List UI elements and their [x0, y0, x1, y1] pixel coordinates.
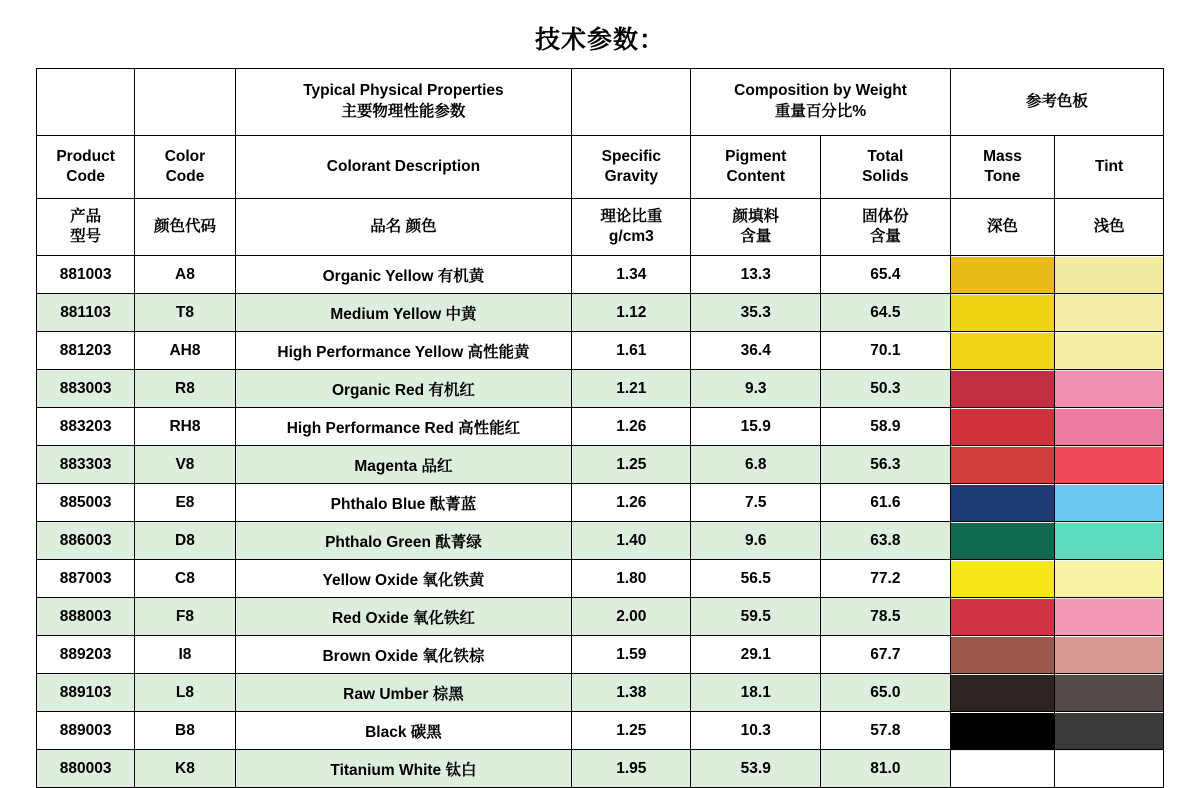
cell-specific-gravity: 2.00 [572, 598, 691, 636]
header-specific-gravity-cn-line2: g/cm3 [608, 228, 654, 245]
header-physical-properties-cn: 主要物理性能参数 [341, 103, 466, 120]
cell-specific-gravity: 1.59 [572, 636, 691, 674]
cell-color-code: D8 [135, 522, 235, 560]
cell-pigment-content: 59.5 [691, 598, 821, 636]
cell-description: Phthalo Blue 酞菁蓝 [235, 484, 572, 522]
cell-description: Medium Yellow 中黄 [235, 294, 572, 332]
mass-tone-color-swatch [951, 599, 1055, 635]
table-row [37, 674, 1164, 712]
cell-pigment-content: 6.8 [691, 446, 821, 484]
tint-color-swatch [1055, 561, 1163, 597]
mass-tone-color-swatch [951, 295, 1055, 331]
header-specific-gravity-en-line1: Specific [601, 147, 662, 165]
cell-mass-tone-swatch [950, 674, 1055, 712]
cell-color-code: T8 [135, 294, 235, 332]
cell-product-code: 889203 [37, 636, 135, 674]
table-row [37, 712, 1164, 750]
cell-color-code: B8 [135, 712, 235, 750]
cell-specific-gravity: 1.21 [572, 370, 691, 408]
header-row-groups [37, 69, 1164, 136]
table-row [37, 370, 1164, 408]
cell-specific-gravity: 1.26 [572, 484, 691, 522]
cell-pigment-content: 13.3 [691, 256, 821, 294]
cell-product-code: 887003 [37, 560, 135, 598]
table-row [37, 636, 1164, 674]
cell-total-solids: 65.4 [821, 256, 951, 294]
header-blank-2 [135, 69, 235, 136]
cell-mass-tone-swatch [950, 370, 1055, 408]
mass-tone-color-swatch [951, 485, 1055, 521]
header-total-solids-en-line2: Solids [862, 168, 909, 185]
cell-color-code: V8 [135, 446, 235, 484]
tint-color-swatch [1055, 333, 1163, 369]
cell-product-code: 881203 [37, 332, 135, 370]
mass-tone-color-swatch [951, 409, 1055, 445]
cell-color-code: R8 [135, 370, 235, 408]
header-color-code-cn: 颜色代码 [135, 199, 235, 256]
cell-tint-swatch [1055, 560, 1164, 598]
header-blank-3 [572, 69, 691, 136]
cell-description: Raw Umber 棕黑 [235, 674, 572, 712]
cell-product-code: 880003 [37, 750, 135, 788]
cell-color-code: L8 [135, 674, 235, 712]
cell-tint-swatch [1055, 446, 1164, 484]
cell-product-code: 883003 [37, 370, 135, 408]
cell-color-code: E8 [135, 484, 235, 522]
tint-color-swatch [1055, 409, 1163, 445]
header-pigment-content-en-line2: Content [726, 168, 785, 185]
header-tint-en: Tint [1055, 136, 1164, 199]
cell-tint-swatch [1055, 256, 1164, 294]
cell-total-solids: 70.1 [821, 332, 951, 370]
cell-mass-tone-swatch [950, 712, 1055, 750]
header-specific-gravity-en-line2: Gravity [604, 168, 659, 185]
cell-specific-gravity: 1.25 [572, 712, 691, 750]
mass-tone-color-swatch [951, 333, 1055, 369]
cell-tint-swatch [1055, 598, 1164, 636]
technical-parameters-table [36, 68, 1164, 788]
tint-color-swatch [1055, 675, 1163, 711]
mass-tone-color-swatch [951, 523, 1055, 559]
header-blank-1 [37, 69, 135, 136]
cell-tint-swatch [1055, 408, 1164, 446]
mass-tone-color-swatch [951, 675, 1055, 711]
cell-pigment-content: 29.1 [691, 636, 821, 674]
mass-tone-color-swatch [951, 561, 1055, 597]
header-colorant-description-en: Colorant Description [235, 136, 572, 199]
cell-product-code: 883303 [37, 446, 135, 484]
table-row [37, 446, 1164, 484]
header-color-panel-group: 参考色板 [950, 69, 1163, 136]
cell-product-code: 886003 [37, 522, 135, 560]
header-specific-gravity-cn [572, 199, 691, 256]
cell-specific-gravity: 1.26 [572, 408, 691, 446]
cell-pigment-content: 9.3 [691, 370, 821, 408]
table-row [37, 484, 1164, 522]
header-mass-tone-en-line1: Mass [983, 147, 1022, 165]
header-total-solids-cn [821, 199, 951, 256]
header-composition-cn: 重量百分比% [774, 103, 867, 120]
cell-pigment-content: 56.5 [691, 560, 821, 598]
cell-tint-swatch [1055, 712, 1164, 750]
cell-pigment-content: 10.3 [691, 712, 821, 750]
cell-description: Organic Red 有机红 [235, 370, 572, 408]
table-row [37, 560, 1164, 598]
cell-mass-tone-swatch [950, 598, 1055, 636]
tint-color-swatch [1055, 295, 1163, 331]
header-composition-group [691, 69, 950, 136]
cell-specific-gravity: 1.61 [572, 332, 691, 370]
cell-description: Yellow Oxide 氧化铁黄 [235, 560, 572, 598]
tint-color-swatch [1055, 485, 1163, 521]
cell-mass-tone-swatch [950, 446, 1055, 484]
tint-color-swatch [1055, 713, 1163, 749]
cell-description: Magenta 品红 [235, 446, 572, 484]
cell-total-solids: 77.2 [821, 560, 951, 598]
cell-pigment-content: 35.3 [691, 294, 821, 332]
cell-product-code: 885003 [37, 484, 135, 522]
cell-specific-gravity: 1.80 [572, 560, 691, 598]
tint-color-swatch [1055, 447, 1163, 483]
cell-total-solids: 78.5 [821, 598, 951, 636]
header-total-solids-en [821, 136, 951, 199]
cell-color-code: RH8 [135, 408, 235, 446]
cell-pigment-content: 36.4 [691, 332, 821, 370]
header-pigment-content-en [691, 136, 821, 199]
header-row-chinese [37, 199, 1164, 256]
header-total-solids-cn-line1: 固体份 [862, 207, 909, 225]
header-product-code-en-line2: Code [66, 168, 105, 185]
cell-pigment-content: 7.5 [691, 484, 821, 522]
header-specific-gravity-cn-line1: 理论比重 [600, 207, 663, 225]
cell-mass-tone-swatch [950, 636, 1055, 674]
header-product-code-cn [37, 199, 135, 256]
mass-tone-color-swatch [951, 713, 1055, 749]
cell-product-code: 881103 [37, 294, 135, 332]
cell-description: Black 碳黑 [235, 712, 572, 750]
cell-description: High Performance Yellow 高性能黄 [235, 332, 572, 370]
cell-color-code: K8 [135, 750, 235, 788]
cell-specific-gravity: 1.34 [572, 256, 691, 294]
cell-pigment-content: 53.9 [691, 750, 821, 788]
cell-total-solids: 65.0 [821, 674, 951, 712]
header-mass-tone-en-line2: Tone [984, 168, 1021, 185]
cell-pigment-content: 9.6 [691, 522, 821, 560]
header-colorant-description-cn: 品名 颜色 [235, 199, 572, 256]
table-row [37, 294, 1164, 332]
table-row [37, 408, 1164, 446]
header-total-solids-en-line1: Total [867, 147, 904, 165]
mass-tone-color-swatch [951, 257, 1055, 293]
header-mass-tone-cn: 深色 [950, 199, 1055, 256]
cell-description: Red Oxide 氧化铁红 [235, 598, 572, 636]
cell-product-code: 889103 [37, 674, 135, 712]
cell-specific-gravity: 1.12 [572, 294, 691, 332]
tint-color-swatch [1055, 751, 1163, 787]
cell-product-code: 889003 [37, 712, 135, 750]
cell-mass-tone-swatch [950, 560, 1055, 598]
header-product-code-cn-line2: 型号 [70, 228, 102, 245]
header-specific-gravity-en [572, 136, 691, 199]
cell-tint-swatch [1055, 636, 1164, 674]
cell-color-code: I8 [135, 636, 235, 674]
header-color-code-en-line2: Code [165, 168, 205, 185]
table-row [37, 522, 1164, 560]
table-body [37, 256, 1164, 788]
tint-color-swatch [1055, 371, 1163, 407]
cell-tint-swatch [1055, 332, 1164, 370]
tint-color-swatch [1055, 257, 1163, 293]
header-total-solids-cn-line2: 含量 [869, 228, 901, 245]
cell-total-solids: 64.5 [821, 294, 951, 332]
cell-description: Titanium White 钛白 [235, 750, 572, 788]
table-row [37, 332, 1164, 370]
header-color-code-en [135, 136, 235, 199]
mass-tone-color-swatch [951, 751, 1055, 787]
header-tint-cn: 浅色 [1055, 199, 1164, 256]
cell-description: Phthalo Green 酞菁绿 [235, 522, 572, 560]
cell-total-solids: 50.3 [821, 370, 951, 408]
cell-mass-tone-swatch [950, 522, 1055, 560]
tint-color-swatch [1055, 637, 1163, 673]
cell-pigment-content: 15.9 [691, 408, 821, 446]
header-pigment-content-cn-line1: 颜填料 [732, 207, 779, 225]
header-row-english [37, 136, 1164, 199]
cell-specific-gravity: 1.95 [572, 750, 691, 788]
tint-color-swatch [1055, 523, 1163, 559]
header-physical-properties-en: Typical Physical Properties [303, 82, 504, 100]
table-header [37, 69, 1164, 256]
cell-tint-swatch [1055, 370, 1164, 408]
cell-tint-swatch [1055, 674, 1164, 712]
cell-color-code: F8 [135, 598, 235, 636]
mass-tone-color-swatch [951, 371, 1055, 407]
cell-tint-swatch [1055, 294, 1164, 332]
table-row [37, 598, 1164, 636]
cell-specific-gravity: 1.40 [572, 522, 691, 560]
cell-description: Brown Oxide 氧化铁棕 [235, 636, 572, 674]
cell-tint-swatch [1055, 750, 1164, 788]
mass-tone-color-swatch [951, 447, 1055, 483]
header-pigment-content-cn-line2: 含量 [740, 228, 772, 245]
cell-pigment-content: 18.1 [691, 674, 821, 712]
cell-total-solids: 61.6 [821, 484, 951, 522]
header-product-code-en-line1: Product [56, 147, 115, 165]
header-physical-properties-group [235, 69, 572, 136]
mass-tone-color-swatch [951, 637, 1055, 673]
cell-total-solids: 58.9 [821, 408, 951, 446]
table-row [37, 750, 1164, 788]
cell-total-solids: 67.7 [821, 636, 951, 674]
cell-total-solids: 81.0 [821, 750, 951, 788]
cell-total-solids: 56.3 [821, 446, 951, 484]
tint-color-swatch [1055, 599, 1163, 635]
cell-mass-tone-swatch [950, 408, 1055, 446]
cell-color-code: C8 [135, 560, 235, 598]
cell-description: Organic Yellow 有机黄 [235, 256, 572, 294]
cell-mass-tone-swatch [950, 256, 1055, 294]
cell-product-code: 888003 [37, 598, 135, 636]
header-product-code-cn-line1: 产品 [70, 207, 102, 225]
cell-tint-swatch [1055, 484, 1164, 522]
cell-total-solids: 57.8 [821, 712, 951, 750]
cell-description: High Performance Red 高性能红 [235, 408, 572, 446]
header-mass-tone-en [950, 136, 1055, 199]
cell-total-solids: 63.8 [821, 522, 951, 560]
header-product-code-en [37, 136, 135, 199]
page-title: 技术参数： [534, 26, 665, 54]
table-row [37, 256, 1164, 294]
cell-color-code: AH8 [135, 332, 235, 370]
cell-product-code: 883203 [37, 408, 135, 446]
cell-specific-gravity: 1.25 [572, 446, 691, 484]
cell-mass-tone-swatch [950, 484, 1055, 522]
cell-specific-gravity: 1.38 [572, 674, 691, 712]
header-pigment-content-cn [691, 199, 821, 256]
cell-color-code: A8 [135, 256, 235, 294]
cell-tint-swatch [1055, 522, 1164, 560]
cell-mass-tone-swatch [950, 750, 1055, 788]
header-composition-en: Composition by Weight [734, 82, 907, 100]
cell-mass-tone-swatch [950, 294, 1055, 332]
cell-mass-tone-swatch [950, 332, 1055, 370]
header-pigment-content-en-line1: Pigment [725, 147, 787, 165]
header-color-code-en-line1: Color [164, 147, 206, 165]
cell-product-code: 881003 [37, 256, 135, 294]
